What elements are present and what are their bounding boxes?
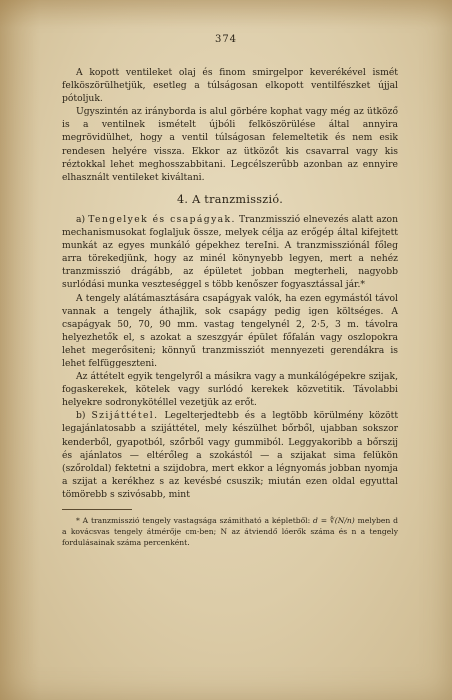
paragraph-csapágyak: A tengely alátámasztására csapágyak valók, ha ezen egymástól távol vannak a tengely áthajlik, sok csapágy pedig igen költséges. A csapágyak 50, 70, 90 mm. vastag tengelynél 2, 2·5, 3 m. távolra helyezhetők el, s azokat a szeszgyár épület főfalán vagy oszlopokra lehet megerősiteni; könnyű tranzmissziót mennyezeti gerendákra is lehet felfüggeszteni. [62, 292, 398, 369]
subsection-b-text: Legelterjedtebb és a legtöbb körülmény között legajánlatosabb a szijáttétel, mely készülhet bőrből, ujabban sokszor kenderből, gyapotból, szőrből vagy gummiból. Leggyakoribb a bőrszij és ajánlatos — eltérőleg a szokástól — a szijakat sima felükön (szőroldal) fektetni a szijdobra, mert ekkor a légnyomás jobban nyomja a szijat a kerékhez s az kevésbé csuszik; miután ezen oldal egyuttal tömörebb s szivósabb, mint [62, 410, 399, 500]
section-title: 4. A tranzmisszió. [176, 192, 284, 206]
subsection-a-paragraph [62, 213, 398, 292]
subsection-a-label: a) [76, 213, 86, 225]
footnote-text-after: melyben d a kovácsvas tengely átmérője cm-ben; N az átviendő lóerők száma és n a tengely fordulásainak száma percenként. [62, 516, 398, 547]
page-number: 374 [214, 34, 238, 45]
subsection-a-heading: Tengelyek és csapágyak. [88, 213, 236, 225]
paragraph-áttétel: Az áttételt egyik tengelyről a másikra vagy a munkálógépekre szijak, fogaskerekek, kötelek vagy surlódó kerekek közvetitik. Távolabbi helyekre sodronykötéllel vezetjük az erőt. [62, 371, 398, 409]
page-body [62, 66, 398, 548]
page-stain-left [0, 0, 40, 700]
footnote-rule [62, 509, 132, 510]
paragraph-irányborda: Ugyszintén az irányborda is alul görbére kophat vagy még az ütköző is a ventilnek ismételt újbóli felköszörülése által annyira megrövidülhet, hogy a ventil túlságosan felemeltetik és nem esik rendesen helyére vissza. Ekkor az ütközőt kis csavarral vagy kis réztokkal lehet meghosszabbitani. Legcélszerűbb azonban az ennyire elhasznált ventileket kiváltani. [62, 106, 398, 183]
subsection-b-label: b) [76, 410, 86, 422]
footnote [62, 515, 398, 548]
footnote-text-before: * A tranzmisszió tengely vastagsága számitható a képletből: [76, 516, 311, 525]
subsection-b-heading: Szijáttétel. [91, 410, 159, 422]
subsection-b-paragraph [62, 409, 398, 501]
page-stain-top [0, 0, 452, 28]
footnote-formula: d = ∜(N/n) [313, 516, 355, 525]
subsection-a-text: Tranzmisszió elnevezés alatt azon mechanismusokat foglaljuk össze, melyek célja az erőgép által kifejtett munkát az egyes munkáló gépekhez tereIni. A tranzmissziónál főleg arra törekedjünk, hogy az minél könynyebb legyen, mert a nehéz tranzmisszió drágább, az épületet jobban megterheli, nagyobb surlódási munka veszteséggel s több kenőszer fogyasztással jár.* [62, 213, 398, 291]
paragraph-ventil-grinding: A kopott ventileket olaj és finom smirgelpor keverékével ismét felköszörülhetjük, esetleg a túlságosan elkopott ventilfészket újjal pótoljuk. [62, 67, 398, 105]
